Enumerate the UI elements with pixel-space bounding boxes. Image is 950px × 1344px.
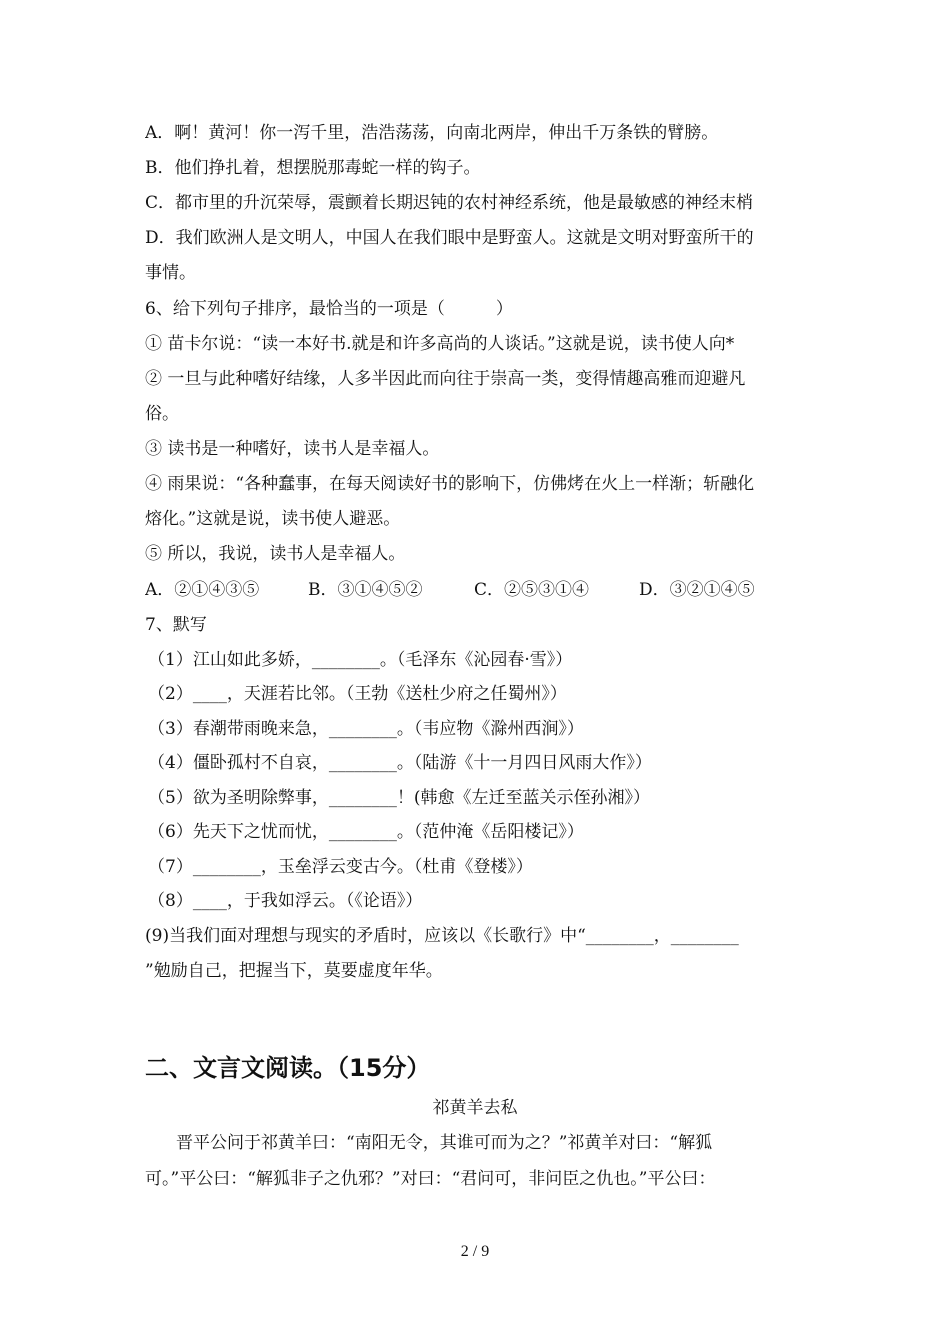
q6-line-3: ③ 读书是一种嗜好，读书人是幸福人。	[145, 439, 440, 459]
passage-title: 祁黄羊去私	[432, 1098, 518, 1118]
q6-line-2-cont: 俗。	[145, 404, 179, 424]
q6-line-1: ① 苗卡尔说：“读一本好书.就是和许多高尚的人谈话。”这就是说，读书使人向*	[145, 334, 735, 354]
q6-choice-a: A．②①④③⑤	[145, 580, 260, 600]
q6-line-2: ② 一旦与此种嗜好结缘，人多半因此而向往于崇高一类，变得情趣高雅而迎避凡	[145, 369, 746, 389]
q7-item-7: （7）________，玉垒浮云变古今。（杜甫《登楼》）	[148, 857, 533, 877]
q6-choice-d: D．③②①④⑤	[639, 580, 755, 600]
q6-question: 6、给下列句子排序，最恰当的一项是（ ）	[145, 299, 513, 319]
section-heading: 二、文言文阅读。（15分）	[145, 1054, 431, 1082]
q5-option-b: B．他们挣扎着，想摆脱那毒蛇一样的钩子。	[145, 158, 481, 178]
q7-item-4: （4）僵卧孤村不自哀，________。（陆游《十一月四日风雨大作》）	[148, 753, 652, 773]
q6-line-5: ⑤ 所以，我说，读书人是幸福人。	[145, 544, 406, 564]
q5-option-d-cont: 事情。	[145, 263, 196, 283]
q5-option-d: D．我们欧洲人是文明人，中国人在我们眼中是野蛮人。这就是文明对野蛮所干的	[145, 228, 754, 248]
q7-item-9: (9)当我们面对理想与现实的矛盾时，应该以《长歌行》中“________，________	[145, 926, 739, 946]
q7-item-5: （5）欲为圣明除弊事，________！(韩愈《左迁至蓝关示侄孙湘》）	[148, 788, 650, 808]
q7-item-9-cont: ”勉励自己，把握当下，莫要虚度年华。	[145, 961, 443, 981]
q7-item-6: （6）先天下之忧而忧，________。（范仲淹《岳阳楼记》）	[148, 822, 584, 842]
q7-question: 7、默写	[145, 615, 207, 635]
q6-line-4: ④ 雨果说：“各种蠢事，在每天阅读好书的影响下，仿佛烤在火上一样渐；斩融化	[145, 474, 755, 494]
q7-item-3: （3）春潮带雨晚来急，________。（韦应物《滁州西涧》）	[148, 719, 584, 739]
q7-item-8: （8）____，于我如浮云。（《论语》）	[148, 891, 423, 911]
q7-item-1: （1）江山如此多娇，________。（毛泽东《沁园春·雪》）	[148, 650, 573, 670]
q7-item-2: （2）____，天涯若比邻。（王勃《送杜少府之任蜀州》）	[148, 684, 567, 704]
page-number: 2 / 9	[460, 1243, 490, 1260]
q5-option-c: C．都市里的升沉荣辱，震颤着长期迟钝的农村神经系统，他是最敏感的神经末梢	[145, 193, 754, 213]
q6-line-4-cont: 熔化。”这就是说，读书使人避恶。	[145, 509, 401, 529]
passage-line-2: 可。”平公曰：“解狐非子之仇邪？”对曰：“君问可，非问臣之仇也。”平公曰：	[145, 1169, 716, 1189]
q6-choice-b: B．③①④⑤②	[308, 580, 423, 600]
q6-choice-c: C．②⑤③①④	[474, 580, 590, 600]
q5-option-a: A．啊！黄河！你一泻千里，浩浩荡荡，向南北两岸，伸出千万条铁的臂膀。	[145, 123, 719, 143]
passage-line-1: 晋平公问于祁黄羊曰：“南阳无令，其谁可而为之？”祁黄羊对曰：“解狐	[176, 1133, 713, 1153]
